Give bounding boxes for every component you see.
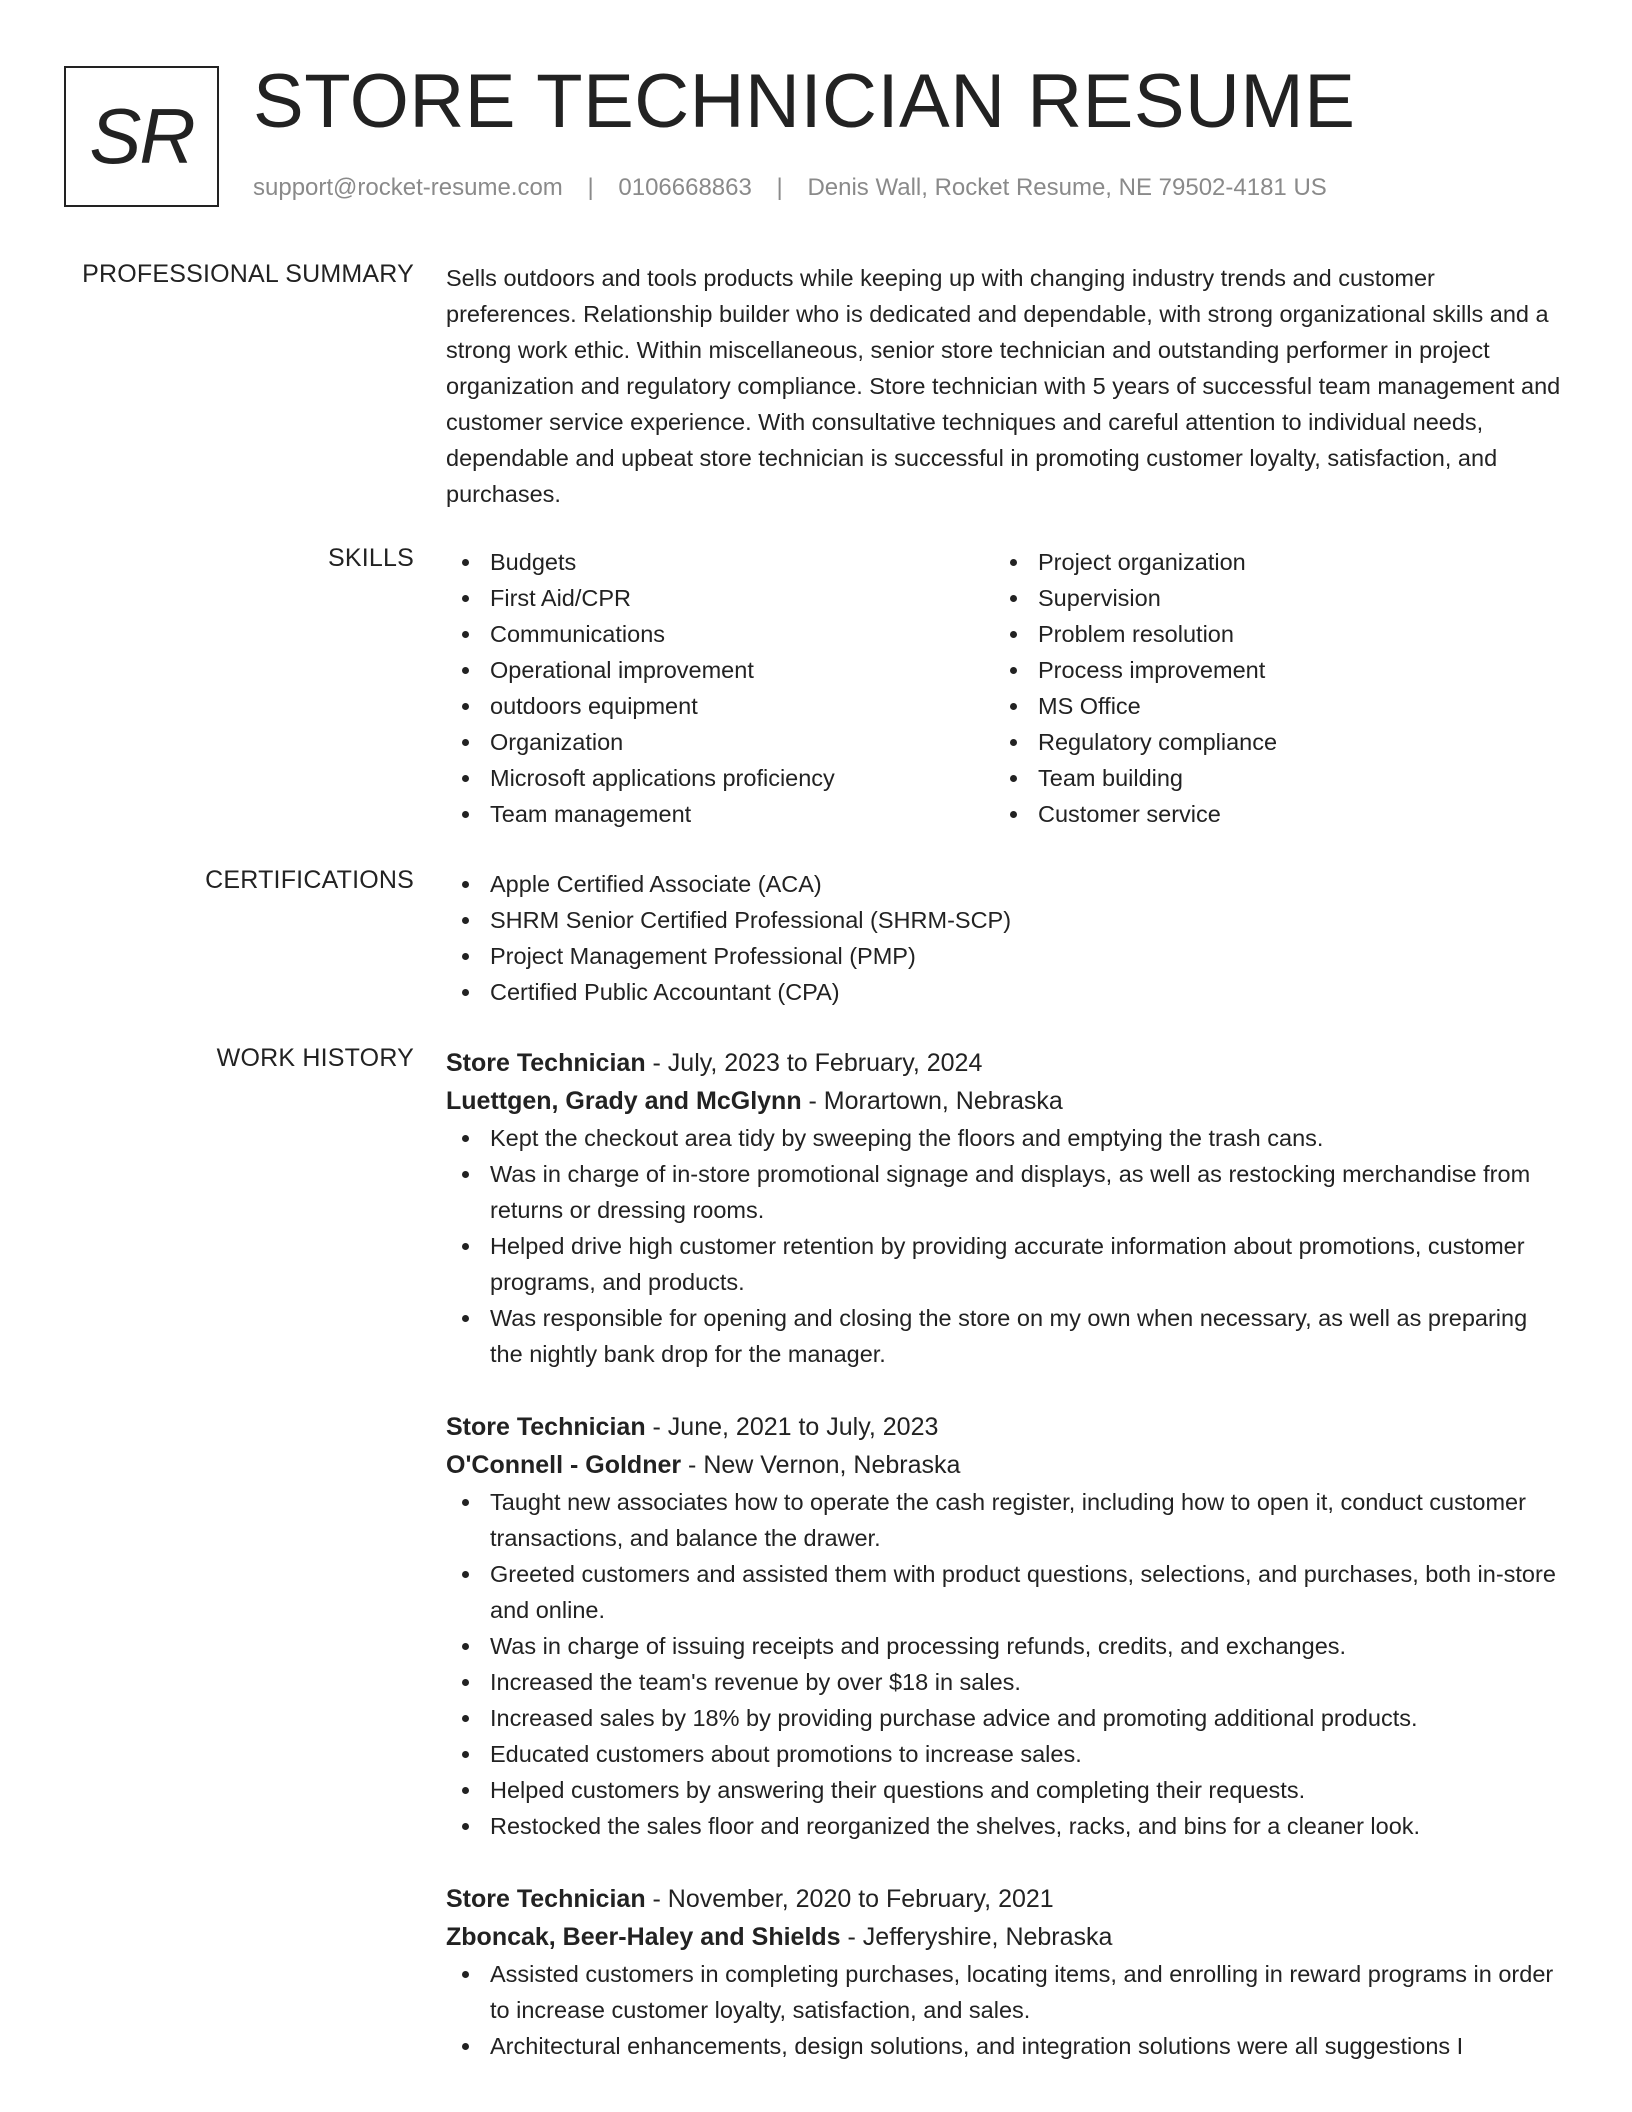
skill-item: Team management xyxy=(446,796,994,832)
skill-item: Customer service xyxy=(994,796,1542,832)
contact-separator: | xyxy=(776,174,783,201)
certification-item: Certified Public Accountant (CPA) xyxy=(446,974,1561,1010)
skill-item: First Aid/CPR xyxy=(446,580,994,616)
job-location: - Jefferyshire, Nebraska xyxy=(840,1923,1113,1951)
skill-item: Supervision xyxy=(994,580,1542,616)
skill-item: Regulatory compliance xyxy=(994,724,1542,760)
job-company-line xyxy=(446,1918,1561,1956)
certification-item: Apple Certified Associate (ACA) xyxy=(446,866,1561,902)
certification-item: SHRM Senior Certified Professional (SHRM-SCP) xyxy=(446,902,1561,938)
job-task: Was responsible for opening and closing the store on my own when necessary, as well as preparing the nightly bank drop for the manager. xyxy=(446,1300,1561,1372)
section-heading-certifications: CERTIFICATIONS xyxy=(205,866,414,894)
job-dates: - July, 2023 to February, 2024 xyxy=(645,1049,983,1077)
job-task: Was in charge of in-store promotional signage and displays, as well as restocking merchandise from returns or dressing rooms. xyxy=(446,1156,1561,1228)
job-title-line xyxy=(446,1044,1561,1082)
page-title: STORE TECHNICIAN RESUME xyxy=(253,59,1356,144)
job-task: Kept the checkout area tidy by sweeping the floors and emptying the trash cans. xyxy=(446,1120,1561,1156)
skill-item: Team building xyxy=(994,760,1542,796)
section-heading-skills: SKILLS xyxy=(328,544,414,572)
skill-item: Communications xyxy=(446,616,994,652)
job-task: Was in charge of issuing receipts and processing refunds, credits, and exchanges. xyxy=(446,1628,1561,1664)
job-tasks-list xyxy=(446,1120,1561,1372)
job-entry xyxy=(446,1880,1561,2064)
job-task: Increased sales by 18% by providing purchase advice and promoting additional products. xyxy=(446,1700,1561,1736)
job-task: Taught new associates how to operate the cash register, including how to open it, conduct customer transactions, and balance the drawer. xyxy=(446,1484,1561,1556)
monogram-badge xyxy=(64,66,219,207)
job-title: Store Technician xyxy=(446,1885,646,1913)
job-entry xyxy=(446,1408,1561,1844)
job-tasks-list xyxy=(446,1956,1561,2064)
job-location: - New Vernon, Nebraska xyxy=(681,1451,961,1479)
job-title-line xyxy=(446,1408,1561,1446)
section-heading-work-history: WORK HISTORY xyxy=(216,1044,414,1072)
job-location: - Morartown, Nebraska xyxy=(801,1087,1063,1115)
job-company-line xyxy=(446,1082,1561,1120)
job-tasks-list xyxy=(446,1484,1561,1844)
job-task: Helped drive high customer retention by providing accurate information about promotions, customer programs, and products. xyxy=(446,1228,1561,1300)
job-task: Helped customers by answering their questions and completing their requests. xyxy=(446,1772,1561,1808)
summary-text: Sells outdoors and tools products while keeping up with changing industry trends and customer preferences. Relationship builder who is dedicated and dependable, with strong organizational skills and a strong work ethic. Within miscellaneous, senior store technician and outstanding performer in project organization and regulatory compliance. Store technician with 5 years of successful team management and customer service experience. With consultative techniques and careful attention to individual needs, dependable and upbeat store technician is successful in promoting customer loyalty, satisfaction, and purchases. xyxy=(446,265,1561,507)
job-title: Store Technician xyxy=(446,1049,646,1077)
job-title: Store Technician xyxy=(446,1413,646,1441)
job-task: Restocked the sales floor and reorganized the shelves, racks, and bins for a cleaner look. xyxy=(446,1808,1561,1844)
contact-email[interactable]: support@rocket-resume.com xyxy=(253,174,563,201)
skill-item: Project organization xyxy=(994,544,1542,580)
job-task: Architectural enhancements, design solutions, and integration solutions were all suggestions I xyxy=(446,2028,1561,2064)
section-heading-summary: PROFESSIONAL SUMMARY xyxy=(82,260,414,288)
contact-phone[interactable]: 0106668863 xyxy=(618,174,752,201)
job-title-line xyxy=(446,1880,1561,1918)
certifications-list xyxy=(446,866,1561,1010)
job-task: Greeted customers and assisted them with product questions, selections, and purchases, both in-store and online. xyxy=(446,1556,1561,1628)
skill-item: Budgets xyxy=(446,544,994,580)
job-task: Increased the team's revenue by over $18 in sales. xyxy=(446,1664,1561,1700)
contact-line xyxy=(253,174,1327,202)
skill-item: Microsoft applications proficiency xyxy=(446,760,994,796)
contact-address: Denis Wall, Rocket Resume, NE 79502-4181 US xyxy=(807,174,1327,201)
job-company: Zboncak, Beer-Haley and Shields xyxy=(446,1923,841,1951)
certification-item: Project Management Professional (PMP) xyxy=(446,938,1561,974)
skill-item: Operational improvement xyxy=(446,652,994,688)
skills-list-right xyxy=(994,544,1542,832)
skill-item: Problem resolution xyxy=(994,616,1542,652)
job-dates: - June, 2021 to July, 2023 xyxy=(645,1413,939,1441)
job-company-line xyxy=(446,1446,1561,1484)
monogram-initials: SR xyxy=(89,92,194,180)
job-dates: - November, 2020 to February, 2021 xyxy=(645,1885,1054,1913)
skill-item: outdoors equipment xyxy=(446,688,994,724)
skill-item: Process improvement xyxy=(994,652,1542,688)
skill-item: Organization xyxy=(446,724,994,760)
skill-item: MS Office xyxy=(994,688,1542,724)
skills-list-left xyxy=(446,544,994,832)
job-company: Luettgen, Grady and McGlynn xyxy=(446,1087,802,1115)
contact-separator: | xyxy=(587,174,594,201)
job-task: Educated customers about promotions to increase sales. xyxy=(446,1736,1561,1772)
job-task: Assisted customers in completing purchases, locating items, and enrolling in reward programs in order to increase customer loyalty, satisfaction, and sales. xyxy=(446,1956,1561,2028)
job-company: O'Connell - Goldner xyxy=(446,1451,682,1479)
job-entry xyxy=(446,1044,1561,1372)
